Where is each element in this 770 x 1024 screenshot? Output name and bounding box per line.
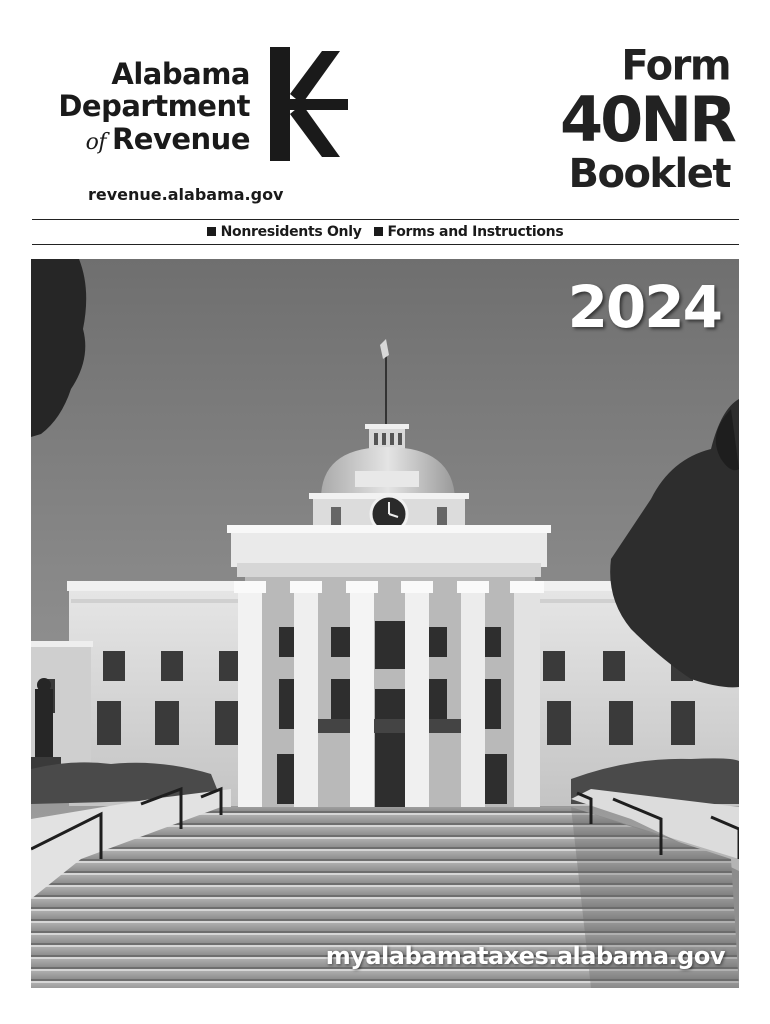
- org-line-revenue: [28, 122, 250, 160]
- booklet-label: Booklet: [568, 151, 730, 197]
- bullet-square-icon: [207, 227, 216, 236]
- tagline: [0, 224, 770, 240]
- bottom-rule: [32, 244, 739, 245]
- top-rule: [32, 219, 739, 220]
- form-number: 40NR: [560, 83, 734, 156]
- org-line-department: Department: [58, 89, 250, 123]
- website-link[interactable]: revenue.alabama.gov: [88, 185, 284, 204]
- tagline-nonresidents: Nonresidents Only: [220, 224, 362, 240]
- org-line-alabama: Alabama: [111, 57, 250, 91]
- portal-url[interactable]: myalabamataxes.alabama.gov: [325, 942, 725, 970]
- organization-name: [28, 58, 250, 160]
- tax-year: 2024: [567, 273, 721, 341]
- tagline-forms: Forms and Instructions: [387, 224, 564, 240]
- bullet-square-icon: [374, 227, 383, 236]
- org-revenue: Revenue: [111, 122, 250, 156]
- form-label: Form: [621, 41, 730, 91]
- capitol-cover-photo: [31, 259, 739, 988]
- form-title-block: [560, 41, 734, 197]
- adr-k-logo-icon: [270, 47, 348, 161]
- org-of: of: [85, 130, 106, 155]
- capitol-building-illustration: [31, 259, 739, 988]
